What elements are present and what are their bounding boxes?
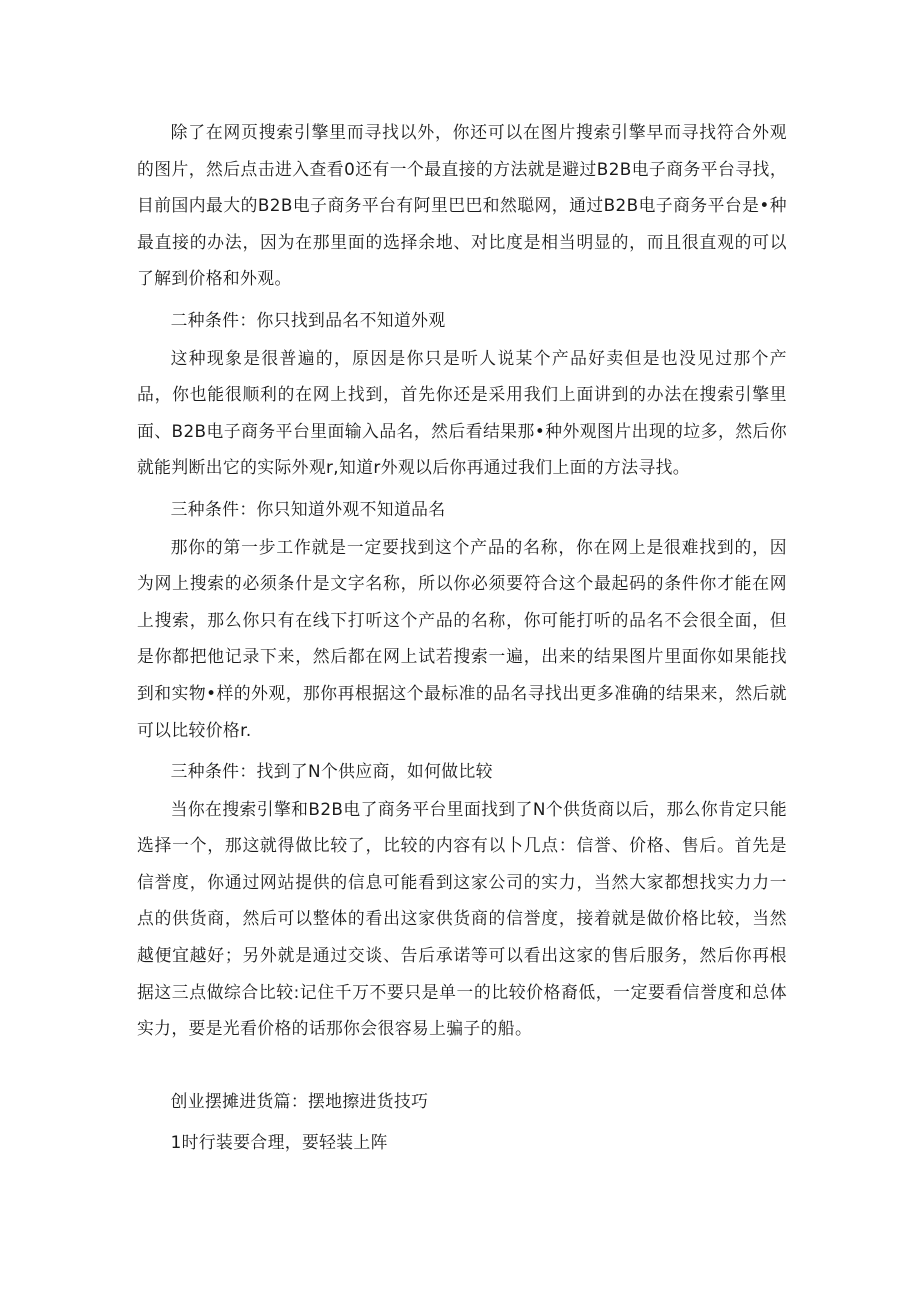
section-title: 创业摆摊进货篇：摆地擦进货技巧 [170,1090,429,1111]
paragraph-search-methods: 除了在网页搜索引擎里而寻找以外，你还可以在图片搜索引擎早而寻找符合外观的图片，然后点击进入查看0还有一个最直接的方法就是避过B2B电子商务平台寻找，目前国内最大的B2B电子商务平台有阿里巴巴和然聪网，通过B2B电子商务平台是•种最直接的办法，因为在那里面的选择余地、对比度是相当明显的，而且很直观的可以了解到价格和外观。 [137,122,787,289]
paragraph-compare-suppliers: 当你在搜索引擎和B2B电了商务平台里面找到了N个供货商以后，那么你肯定只能选择一个，那这就得做比较了，比较的内容有以卜几点：信誉、价格、售后。首先是信誉度，你通过网站提供的信息可能看到这家公司的实力，当然大家都想找实力力一点的供货商，然后可以整体的看出这家供货商的信誉度，接着就是做价格比较，当然越便宜越好；另外就是通过交谈、告后承诺等可以看出这家的售后服务，然后你再根据这三点做综合比较:记住千万不要只是单一的比较价格裔低，一定要看信誉度和总体实力，要是光看价格的话那你会很容易上骗子的船。 [137,798,787,1039]
condition-heading-appearance-only: 三种条件：你只知道外观不知道品名 [170,498,446,519]
paragraph-appearance-only: 那你的第一步工作就是一定要找到这个产品的名称，你在网上是很难找到的，因为网上搜索的必须条什是文字名称，所以你必须要符合这个最起码的条件你才能在网上搜索，那么你只有在线下打听这个产品的名称，你可能打听的品名不会很全面，但是你都把他记录下来，然后都在网上试若搜索一遍，出来的结果图片里面你如果能找到和实物•样的外观，那你再根据这个最标准的品名寻找出更多准确的结果来，然后就可以比较价格r. [137,536,787,740]
condition-heading-name-only: 二种条件：你只找到品名不知道外观 [170,309,446,330]
condition-heading-compare-suppliers: 三种条件：找到了N个供应商，如何做比较 [170,761,493,782]
paragraph-name-only: 这种现象是很普遍的，原因是你只是听人说某个产品好卖但是也没见过那个产品，你也能很顺利的在网上找到，首先你还是采用我们上面讲到的办法在搜索引擎里面、B2B电子商务平台里面输入品名，然后看结果那•种外观图片出现的垃多，然后你就能判断出它的实际外观r,知道r外观以后你再通过我们上面的方法寻找。 [137,347,787,478]
document-body [137,114,787,1161]
section-gap [137,1047,787,1083]
tip-item: 1时行装要合理，要轻装上阵 [170,1132,388,1153]
